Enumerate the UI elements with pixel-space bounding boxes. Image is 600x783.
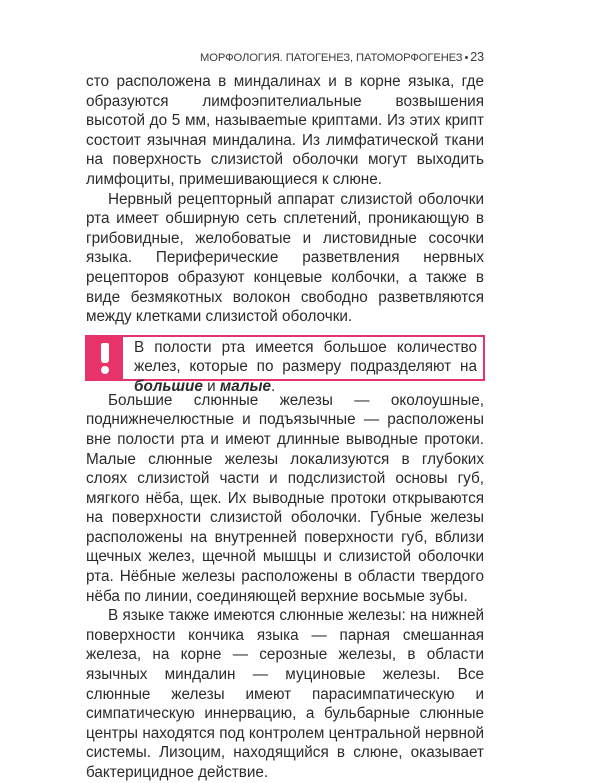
callout-text-after: .	[271, 377, 276, 395]
important-callout	[85, 335, 485, 395]
page-number: 23	[470, 50, 484, 64]
paragraph-continuation: сто расположена в миндалинах и в корне языка, где образуются лимфоэпителиальные возвышения высотой до 5 мм, называеmые криптами. Из этих крипт состоит язычная миндалина. Из лимфатической ткани на поверхность слизистой оболочки могут выходить лимфоциты, примешивающиеся к слюне.	[86, 73, 484, 188]
callout-emphasis-small: малые	[219, 377, 272, 395]
header-separator: •	[464, 52, 469, 64]
paragraph-tongue-glands: В языке также имеются слюнные железы: на нижней поверхности кончика языка — парная смешанная железа, на корне — серозные железы, в области язычных миндалин — муциновые железы. Все слюнные железы имеют парасимпатическую и симпатическую иннервацию, а бульбарные слюнные центры находятся под контролем центральной нервной системы. Лизоцим, находящийся в слюне, оказывает бактерицидное действие.	[86, 607, 484, 781]
running-header	[200, 50, 484, 64]
exclamation-bar	[101, 343, 109, 363]
exclamation-icon	[87, 337, 123, 379]
text-column	[86, 72, 484, 783]
callout-emphasis-large: большие	[134, 377, 203, 395]
paragraph-nerve-receptors: Нервный рецепторный аппарат слизистой оболочки рта имеет обширную сеть сплетений, проникающую в грибовидные, желобоватые и листовидные сосочки языка. Периферические разветвления нервных рецепторов образуют концевые колбочки, а также в виде безмякотных волокон свободно разветвляются между клетками слизистой оболочки.	[86, 190, 484, 326]
paragraph-salivary-glands: Большие слюнные железы — околоушные, поднижнечелюстные и подъязычные — расположены вне полости рта и имеют длинные выводные протоки. Малые слюнные железы локализуются в глубоких слоях слизистой части и подслизистой основы губ, мягкого нёба, щек. Их выводные протоки открываются на поверхности слизистой оболочки. Губные железы расположены на внутренней поверхности губ, вблизи щечных желез, щечной мышцы и слизистой оболочки рта. Нёбные железы расположены в области твердого нёба по линии, соединяющей верхние восьмые зубы.	[86, 391, 484, 605]
callout-text-middle: и	[202, 377, 220, 395]
callout-text-before: В полости рта имеется большое количество желез, которые по размеру подразделяют на	[134, 338, 477, 376]
exclamation-dot	[101, 366, 109, 374]
callout-text	[123, 337, 483, 395]
running-title: МОРФОЛОГИЯ. ПАТОГЕНЕЗ, ПАТОМОРФОГЕНЕЗ	[200, 52, 463, 64]
